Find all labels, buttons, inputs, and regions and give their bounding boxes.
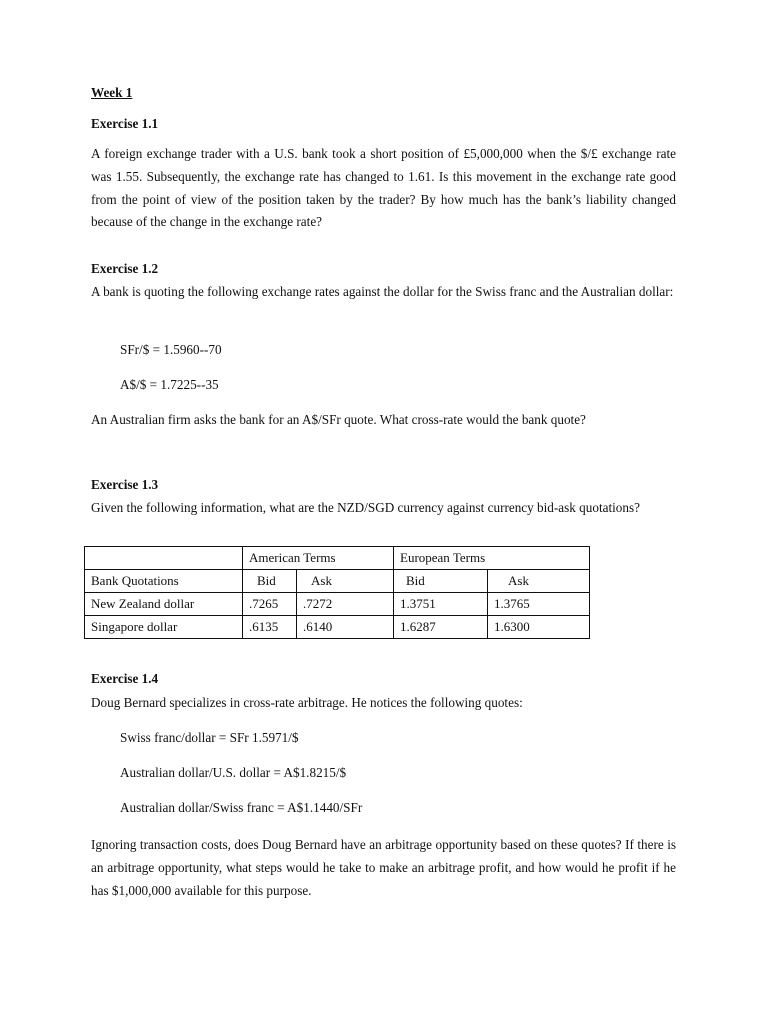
european-bid-value: 1.6287: [394, 616, 488, 639]
european-ask-header: Ask: [488, 570, 590, 593]
american-ask-value: .6140: [297, 616, 394, 639]
american-ask-value: .7272: [297, 593, 394, 616]
european-bid-header: Bid: [394, 570, 488, 593]
week-title: Week 1: [91, 85, 133, 100]
exercise-1-2-question: An Australian firm asks the bank for an A$/SFr quote. What cross-rate would the bank quote?: [91, 412, 586, 427]
exercise-1-3-text: Given the following information, what are the NZD/SGD currency against currency bid-ask quotations?: [91, 500, 640, 515]
american-bid-value: .6135: [243, 616, 297, 639]
table-subheader-row: [85, 570, 590, 593]
exercise-1-3-title: Exercise 1.3: [91, 477, 159, 492]
currency-name: Singapore dollar: [85, 616, 243, 639]
exercise-1-1-text: A foreign exchange trader with a U.S. bank took a short position of £5,000,000 when the $/£ exchange rate was 1.55. Subsequently, the exchange rate has changed to 1.61. Is this movement in the exchange rate good from the point of view of the position taken by the trader? By how much has the bank’s liability changed because of the change in the exchange rate?: [91, 146, 676, 230]
american-bid-value: .7265: [243, 593, 297, 616]
american-ask-header: Ask: [297, 570, 394, 593]
table-header-row: [85, 547, 590, 570]
european-bid-value: 1.3751: [394, 593, 488, 616]
exercise-1-4-title: Exercise 1.4: [91, 671, 159, 686]
exercise-1-4-quote-aud-usd: Australian dollar/U.S. dollar = A$1.8215/$: [120, 765, 347, 780]
table-row: [85, 616, 590, 639]
exercise-1-2-text: A bank is quoting the following exchange rates against the dollar for the Swiss franc and the Australian dollar:: [91, 284, 674, 299]
exercise-1-1-title: Exercise 1.1: [91, 116, 159, 131]
quotations-table: [84, 546, 590, 639]
currency-name: New Zealand dollar: [85, 593, 243, 616]
exercise-1-4-text: Doug Bernard specializes in cross-rate arbitrage. He notices the following quotes:: [91, 695, 523, 710]
exercise-1-4-quote-aud-sfr: Australian dollar/Swiss franc = A$1.1440/SFr: [120, 800, 363, 815]
bank-quotations-header: Bank Quotations: [85, 570, 243, 593]
exercise-1-2-quote-aud: A$/$ = 1.7225--35: [120, 377, 219, 392]
exercise-1-2-quote-sfr: SFr/$ = 1.5960--70: [120, 342, 222, 357]
european-ask-value: 1.6300: [488, 616, 590, 639]
table-row: [85, 593, 590, 616]
european-terms-header: European Terms: [394, 547, 590, 570]
exercise-1-4-question: Ignoring transaction costs, does Doug Bernard have an arbitrage opportunity based on these quotes? If there is an arbitrage opportunity, what steps would he take to make an arbitrage profit, and how would he profit if he has $1,000,000 available for this purpose.: [91, 837, 676, 898]
table-cell-empty: [85, 547, 243, 570]
american-bid-header: Bid: [243, 570, 297, 593]
exercise-1-2-title: Exercise 1.2: [91, 261, 159, 276]
exercise-1-4-quote-sfr: Swiss franc/dollar = SFr 1.5971/$: [120, 730, 299, 745]
american-terms-header: American Terms: [243, 547, 394, 570]
european-ask-value: 1.3765: [488, 593, 590, 616]
